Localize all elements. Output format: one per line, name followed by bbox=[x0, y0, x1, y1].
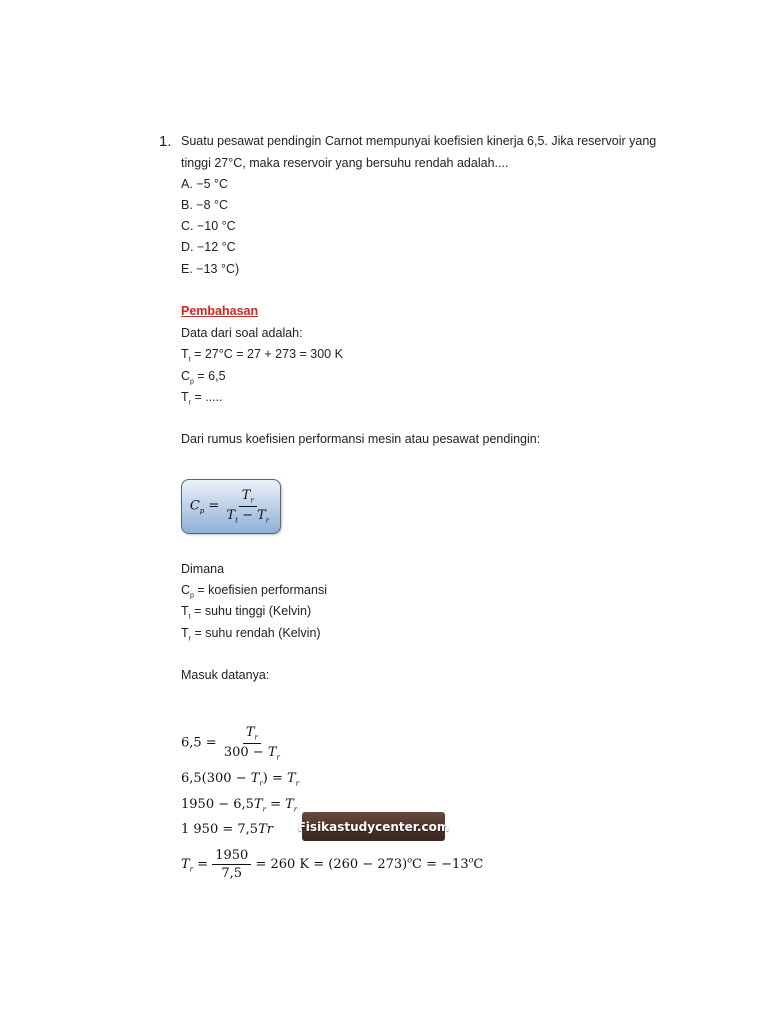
discussion-heading: Pembahasan bbox=[181, 304, 259, 318]
cp-formula: $C_p$ = $\frac{T_r}{T_t - T_r}$ bbox=[189, 488, 270, 525]
question-number: 1. bbox=[159, 133, 172, 150]
calc-line-2: $6,5(300 - T_r) = T_r$ bbox=[181, 771, 300, 788]
where-title: Dimana bbox=[181, 562, 225, 576]
where-row-tr: $T_r$ = suhu rendah (Kelvin) bbox=[181, 626, 321, 643]
formula-box bbox=[181, 479, 281, 534]
option-e: E. −13 °C) bbox=[181, 262, 240, 276]
watermark-logo: Fisikastudycenter.com bbox=[302, 812, 445, 841]
input-title: Masuk datanya: bbox=[181, 668, 270, 682]
data-row-tr: $T_r$ = ..... bbox=[181, 390, 223, 407]
data-intro: Data dari soal adalah: bbox=[181, 326, 303, 340]
where-row-tt: $T_t$ = suhu tinggi (Kelvin) bbox=[181, 604, 312, 621]
data-row-cp: $C_p = 6,5$ bbox=[181, 369, 226, 386]
option-a: A. −5 °C bbox=[181, 177, 229, 191]
formula-intro: Dari rumus koefisien performansi mesin atau pesawat pendingin: bbox=[181, 432, 541, 446]
data-row-tt: $T_t = 27^\circ C = 27 + 273 = 300$ K bbox=[181, 347, 343, 364]
calc-line-1: 6,5 = $\frac{T_r}{300 - T_r}$ bbox=[181, 725, 280, 762]
option-d: D. −12 °C bbox=[181, 240, 236, 254]
option-c: C. −10 °C bbox=[181, 219, 236, 233]
calc-line-4: 1 950 = 7,5Tr bbox=[181, 822, 273, 837]
where-row-cp: $C_p$ = koefisien performansi bbox=[181, 583, 327, 600]
question-text-line1: Suatu pesawat pendingin Carnot mempunyai koefisien kinerja 6,5. Jika reservoir yang bbox=[181, 134, 657, 148]
calc-line-5: $T_r$ = $\frac{1950}{7,5}$ = 260 $K = (260 - 273)^oC = -13^oC$ bbox=[181, 848, 484, 881]
option-b: B. −8 °C bbox=[181, 198, 229, 212]
calc-line-3: $1950 - 6,5T_r = T_r$ bbox=[181, 797, 298, 814]
question-text-line2: tinggi 27°C, maka reservoir yang bersuhu rendah adalah.... bbox=[181, 156, 509, 170]
